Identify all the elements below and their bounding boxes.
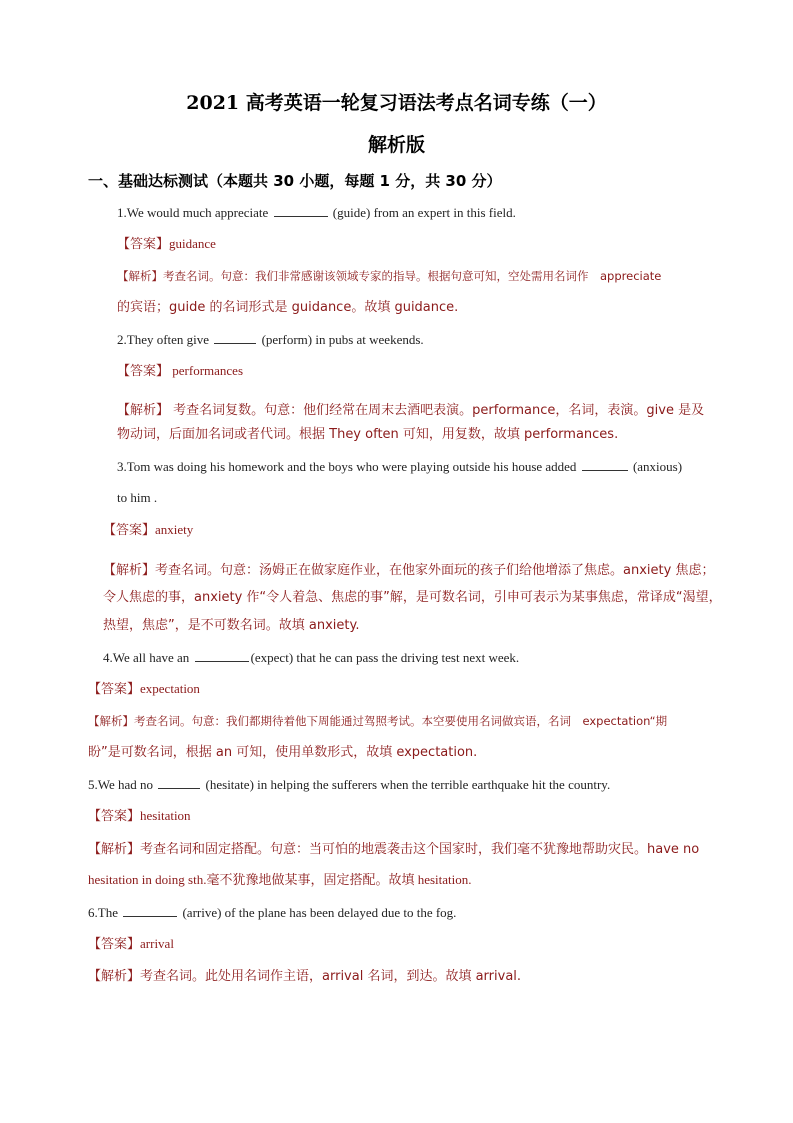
analysis-6-line-1 — [88, 968, 521, 985]
document-title: 2021 高考英语一轮复习语法考点名词专练（一） — [186, 92, 607, 114]
answer-blank — [274, 204, 328, 217]
analysis-2-line-2: 物动词，后面加名词或者代词。根据 They often 可知，用复数，故填 performances. — [117, 427, 619, 442]
question-1 — [117, 204, 516, 221]
question-text: 6.The — [88, 905, 122, 920]
question-5 — [88, 776, 610, 793]
question-text: 5.We had no — [88, 777, 157, 792]
question-3 — [117, 458, 682, 475]
answer-tag: 【答案】 — [103, 523, 156, 538]
answer-6 — [88, 936, 174, 953]
analysis-3-line-2: 令人焦虑的事，anxiety 作“令人着急、焦虑的事”解，是可数名词，引申可表示为某事焦虑，常译成“渴望， — [103, 590, 722, 605]
question-text: (hesitate) in helping the sufferers when the terrible earthquake hit the country. — [202, 777, 611, 792]
question-text: 2.They often give — [117, 332, 213, 347]
analysis-text: 考查名词。句意：汤姆正在做家庭作业，在他家外面玩的孩子们给他增添了焦虑。anxiety 焦虑； — [155, 563, 715, 578]
question-text: (perform) in pubs at weekends. — [258, 332, 424, 347]
question-text: 1.We would much appreciate — [117, 205, 272, 220]
analysis-5-line-2: hesitation in doing sth.毫不犹豫地做某事，固定搭配。故填 hesitation. — [88, 872, 472, 887]
answer-text: arrival — [140, 936, 174, 951]
answer-5 — [88, 808, 191, 825]
analysis-2-line-1 — [117, 402, 704, 419]
answer-text: anxiety — [155, 522, 194, 537]
analysis-text: 考查名词和固定搭配。句意：当可怕的地震袭击这个国家时，我们毫不犹豫地帮助灾民。have no — [140, 842, 700, 857]
analysis-3-line-3: 热望，焦虑”，是不可数名词。故填 anxiety. — [103, 618, 360, 633]
analysis-4-line-2: 盼”是可数名词，根据 an 可知，使用单数形式，故填 expectation. — [88, 745, 478, 760]
answer-text: hesitation — [140, 808, 191, 823]
answer-tag: 【答案】 — [88, 937, 141, 952]
answer-blank — [158, 776, 200, 789]
analysis-tag: 【解析】 — [103, 563, 156, 578]
answer-text: expectation — [140, 681, 200, 696]
question-3-continued: to him . — [117, 490, 158, 505]
analysis-text: 考查名词复数。句意：他们经常在周末去酒吧表演。performance，名词，表演。give 是及 — [169, 403, 705, 418]
answer-blank — [214, 331, 256, 344]
answer-tag: 【答案】 — [117, 364, 170, 379]
answer-blank — [123, 904, 177, 917]
answer-1 — [117, 236, 216, 253]
analysis-tag: 【解析】 — [88, 714, 134, 728]
analysis-3-line-1 — [103, 562, 714, 579]
question-text: (guide) from an expert in this field. — [329, 205, 516, 220]
analysis-tag: 【解析】 — [88, 842, 141, 857]
analysis-tag: 【解析】 — [88, 969, 141, 984]
question-text: (arrive) of the plane has been delayed due to the fog. — [179, 905, 457, 920]
section-heading: 一、基础达标测试（本题共 30 小题，每题 1 分，共 30 分） — [88, 172, 502, 190]
question-text: (expect) that he can pass the driving test next week. — [250, 650, 520, 665]
question-4 — [103, 649, 519, 666]
answer-text: performances — [169, 363, 244, 378]
analysis-tag: 【解析】 — [117, 403, 170, 418]
answer-3 — [103, 522, 193, 539]
question-text: 4.We all have an — [103, 650, 193, 665]
question-text: 3.Tom was doing his homework and the boys who were playing outside his house added — [117, 459, 580, 474]
answer-tag: 【答案】 — [117, 237, 170, 252]
question-6 — [88, 904, 456, 921]
analysis-tag: 【解析】 — [117, 269, 163, 283]
analysis-4-line-1 — [88, 713, 667, 730]
analysis-1-line-1 — [117, 268, 661, 285]
analysis-text: 考查名词。此处用名词作主语，arrival 名词，到达。故填 arrival. — [140, 969, 522, 984]
answer-4 — [88, 681, 200, 698]
analysis-text: 考查名词。句意：我们都期待着他下周能通过驾照考试。本空要使用名词做宾语，名词 expectation“期 — [134, 714, 668, 728]
document-subtitle: 解析版 — [367, 134, 425, 156]
answer-2 — [117, 363, 243, 380]
question-text: (anxious) — [629, 459, 683, 474]
question-2 — [117, 331, 424, 348]
analysis-text: 考查名词。句意：我们非常感谢该领域专家的指导。根据句意可知，空处需用名词作 appreciate — [163, 269, 662, 283]
answer-tag: 【答案】 — [88, 682, 141, 697]
analysis-5-line-1 — [88, 841, 699, 858]
answer-text: guidance — [169, 236, 216, 251]
analysis-1-line-2: 的宾语；guide 的名词形式是 guidance。故填 guidance. — [117, 300, 459, 315]
answer-tag: 【答案】 — [88, 809, 141, 824]
answer-blank — [582, 458, 628, 471]
answer-blank — [195, 649, 249, 662]
